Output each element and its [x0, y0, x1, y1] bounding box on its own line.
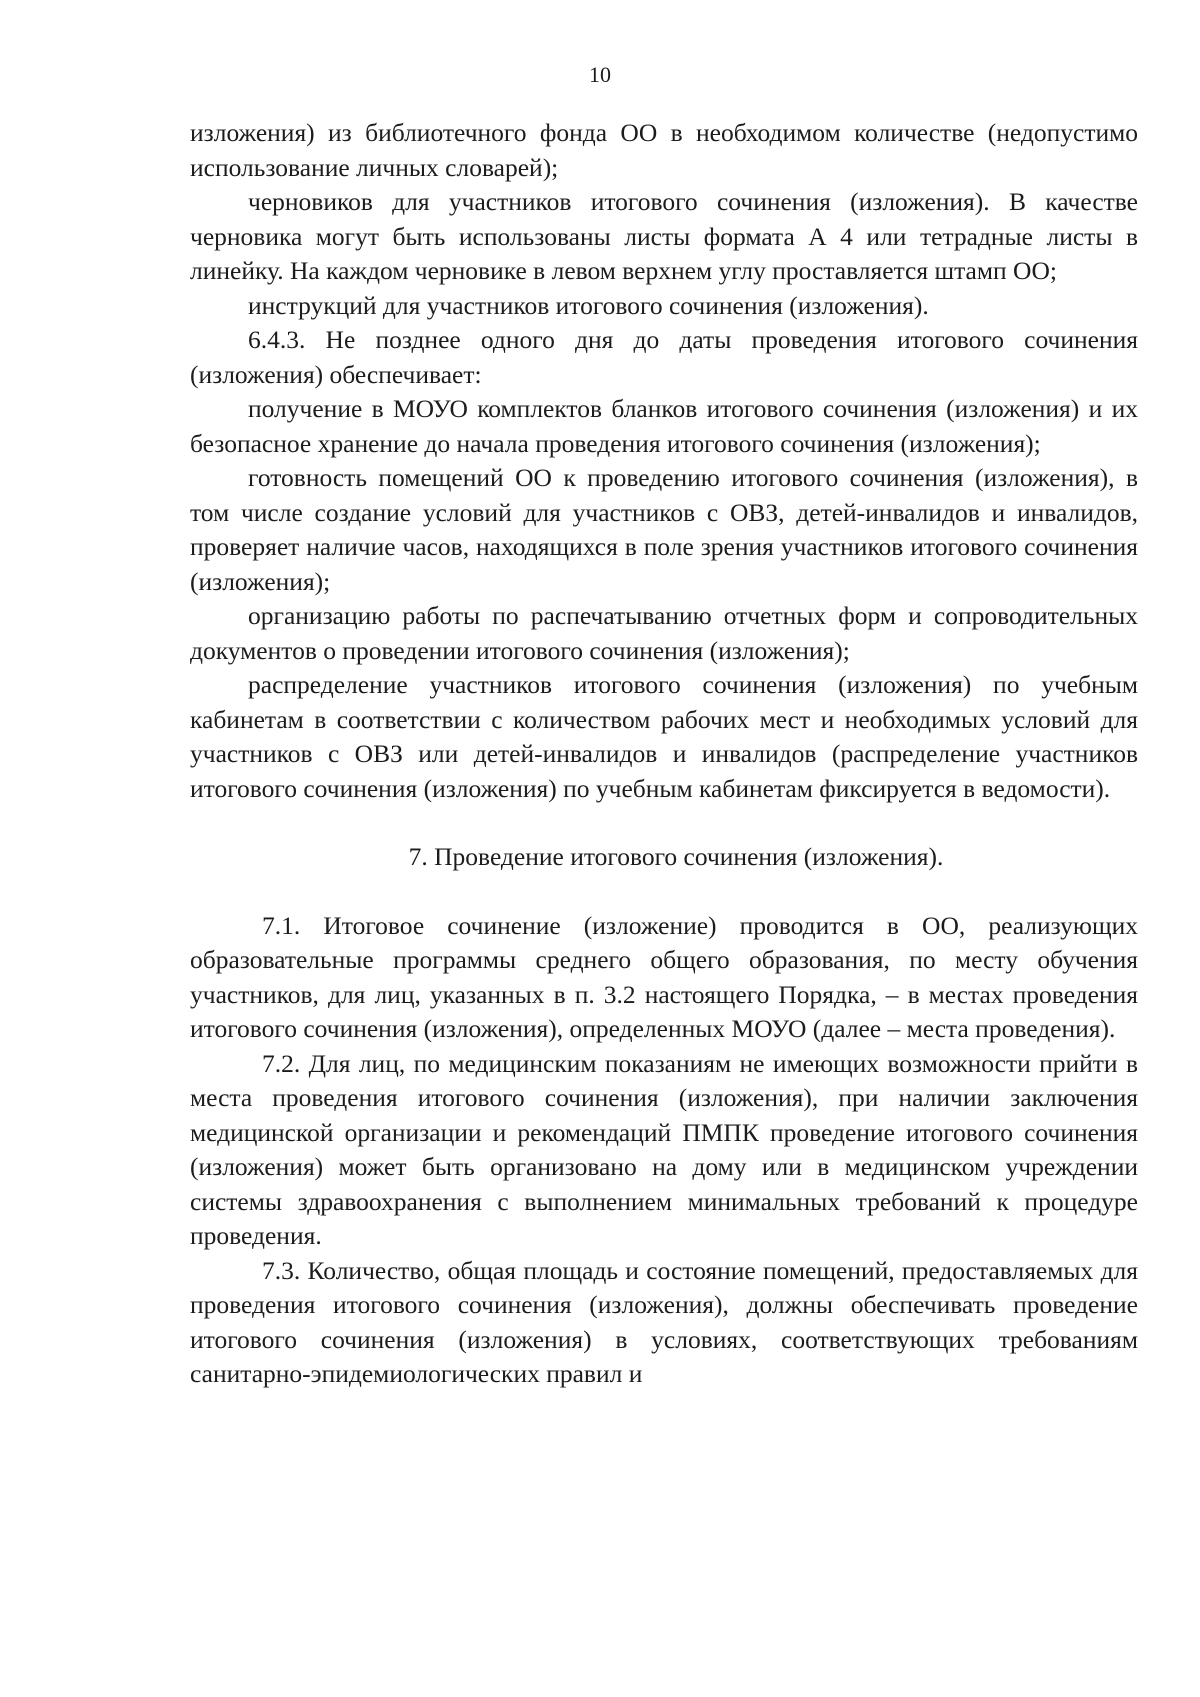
paragraph: 7.3. Количество, общая площадь и состояние помещений, предоставляемых для проведения итогового сочинения (изложения), должны обеспечивать проведение итогового сочинения (изложения) в условиях, соответствующих требованиям санитарно-эпидемиологических правил и — [190, 1255, 1138, 1388]
paragraph: получение в МОУО комплектов бланков итогового сочинения (изложения) и их безопасное хранение до начала проведения итогового сочинения (изложения); — [190, 394, 1138, 458]
paragraph: организацию работы по распечатыванию отчетных форм и сопроводительных документов о проведении итогового сочинения (изложения); — [190, 601, 1138, 665]
paragraph: черновиков для участников итогового сочинения (изложения). В качестве черновика могут быть использованы листы формата А 4 или тетрадные листы в линейку. На каждом черновике в левом верхнем углу проставляется штамп ОО; — [190, 187, 1138, 285]
paragraph: 6.4.3. Не позднее одного дня до даты проведения итогового сочинения (изложения) обеспечивает: — [190, 325, 1138, 389]
paragraph: инструкций для участников итогового сочинения (изложения). — [248, 290, 929, 320]
paragraph: готовность помещений ОО к проведению итогового сочинения (изложения), в том числе создание условий для участников с ОВЗ, детей-инвалидов и инвалидов, проверяет наличие часов, находящихся в поле зрения участников итогового сочинения (изложения); — [190, 463, 1138, 596]
paragraph: 7.1. Итоговое сочинение (изложение) проводится в ОО, реализующих образовательные программы среднего общего образования, по месту обучения участников, для лиц, указанных в п. 3.2 настоящего Порядка, – в местах проведения итогового сочинения (изложения), определенных МОУО (далее – места проведения). — [190, 910, 1138, 1043]
paragraph: изложения) из библиотечного фонда ОО в необходимом количестве (недопустимо использование личных словарей); — [190, 118, 1138, 182]
document-body — [190, 116, 1138, 1392]
page-number: 10 — [589, 62, 611, 87]
section-heading: 7. Проведение итогового сочинения (изложения). — [408, 842, 944, 871]
paragraph: распределение участников итогового сочинения (изложения) по учебным кабинетам в соответствии с количеством рабочих мест и необходимых условий для участников с ОВЗ или детей-инвалидов и инвалидов (распределение участников итогового сочинения (изложения) по учебным кабинетам фиксируется в ведомости). — [190, 670, 1138, 803]
paragraph: 7.2. Для лиц, по медицинским показаниям не имеющих возможности прийти в места проведения итогового сочинения (изложения), при наличии заключения медицинской организации и рекомендаций ПМПК проведение итогового сочинения (изложения) может быть организовано на дому или в медицинском учреждении системы здравоохранения с выполнением минимальных требований к процедуре проведения. — [190, 1048, 1138, 1250]
